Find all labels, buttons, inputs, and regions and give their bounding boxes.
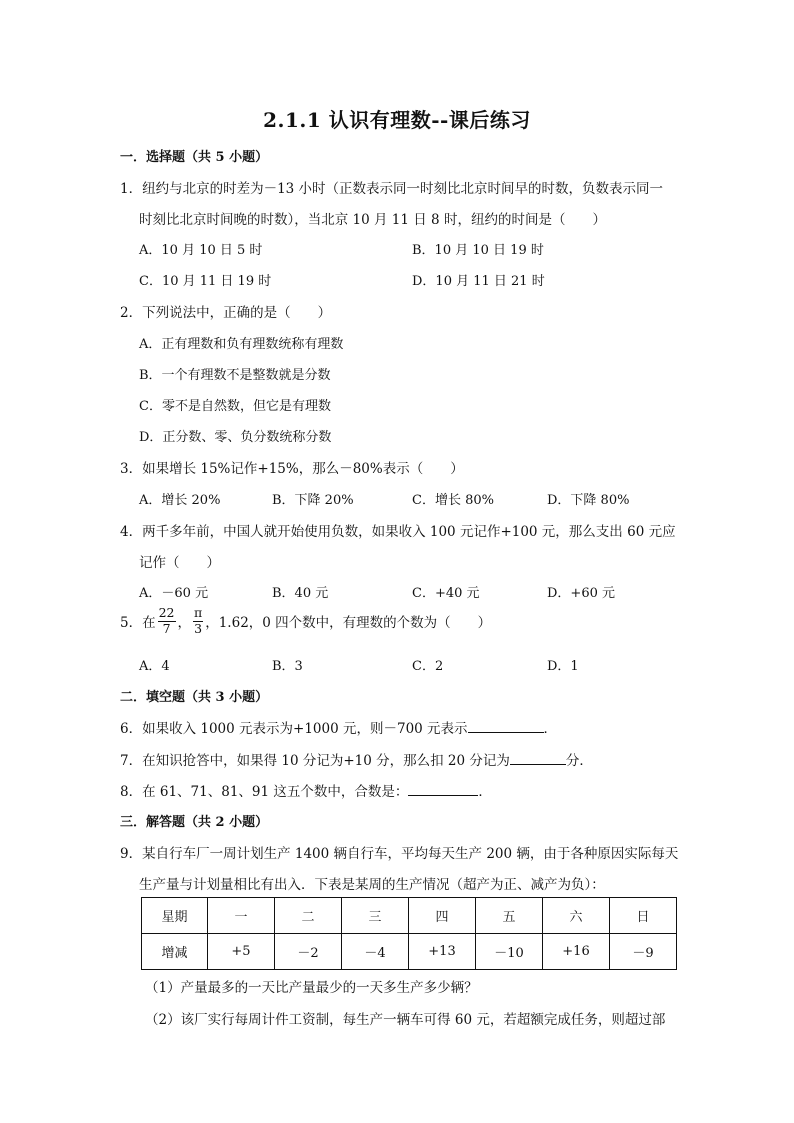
question-3-line-1: 3．如果增长 15%记作+15%，那么－80%表示（ ）: [120, 461, 464, 477]
question-3-option-a: A．增长 20%: [139, 493, 221, 508]
question-5-option-c: C．2: [412, 659, 444, 674]
question-2-option-a: A．正有理数和负有理数统称有理数: [139, 337, 344, 352]
question-5-prefix: 5．在: [120, 615, 156, 631]
table-cell: +13: [409, 934, 476, 970]
fraction-22-over-7: [158, 607, 176, 635]
question-5-separator: ，: [177, 615, 191, 631]
section-heading-choice: 一．选择题（共 5 小题）: [120, 150, 269, 165]
fraction-denominator: 3: [194, 620, 203, 636]
question-4-line-2: 记作（ ）: [139, 555, 220, 571]
question-2-option-d: D．正分数、零、负分数统称分数: [139, 430, 332, 445]
question-5-line-1: [120, 607, 491, 635]
table-cell: 一: [208, 898, 275, 934]
table-cell: 增减: [142, 934, 208, 970]
question-3-option-d: D．下降 80%: [547, 493, 630, 508]
section-heading-fill: 二．填空题（共 3 小题）: [120, 690, 269, 705]
fraction-numerator: 22: [158, 605, 175, 620]
question-4-option-a: A．－60 元: [139, 586, 209, 601]
question-7-text: 7．在知识抢答中，如果得 10 分记为+10 分，那么扣 20 分记为: [120, 753, 510, 769]
production-table: [141, 897, 677, 970]
table-header-row: [142, 898, 677, 934]
question-4-option-d: D．+60 元: [547, 586, 615, 601]
fraction-pi-over-3: [193, 607, 203, 635]
table-cell: 五: [476, 898, 543, 934]
question-1-line-2: 时刻比北京时间晚的时数），当北京 10 月 11 日 8 时，纽约的时间是（ ）: [139, 212, 606, 228]
question-8-end: ．: [478, 784, 492, 800]
question-2-option-b: B．一个有理数不是整数就是分数: [139, 368, 331, 383]
table-cell: +5: [208, 934, 275, 970]
section-heading-answer: 三．解答题（共 2 小题）: [120, 815, 269, 830]
fraction-denominator: 7: [162, 620, 171, 636]
question-5-option-d: D．1: [547, 659, 579, 674]
fraction-numerator: π: [194, 605, 203, 620]
table-cell: 星期: [142, 898, 208, 934]
table-cell: －10: [476, 934, 543, 970]
answer-blank[interactable]: [468, 720, 544, 733]
question-2-line-1: 2．下列说法中，正确的是（ ）: [120, 305, 332, 321]
table-cell: 三: [342, 898, 409, 934]
question-9-line-2: 生产量与计划量相比有出入．下表是某周的生产情况（超产为正、减产为负）：: [139, 877, 605, 893]
answer-blank[interactable]: [510, 752, 566, 765]
table-cell: 日: [610, 898, 677, 934]
question-7-end: 分．: [565, 753, 593, 769]
question-8-text: 8．在 61、71、81、91 这五个数中，合数是：: [120, 784, 409, 800]
question-1-option-d: D．10 月 11 日 21 时: [412, 274, 545, 289]
question-5-option-b: B．3: [272, 659, 303, 674]
question-3-option-c: C．增长 80%: [412, 493, 494, 508]
question-6-text: 6．如果收入 1000 元表示为+1000 元，则－700 元表示: [120, 721, 468, 737]
question-4-line-1: 4．两千多年前，中国人就开始使用负数，如果收入 100 元记作+100 元，那么支出 60 元应: [120, 524, 676, 540]
question-9-line-1: 9．某自行车厂一周计划生产 1400 辆自行车，平均每天生产 200 辆，由于各种原因实际每天: [120, 846, 679, 862]
question-9-sub-1: （1）产量最多的一天比产量最少的一天多生产多少辆？: [145, 980, 478, 996]
table-cell: 四: [409, 898, 476, 934]
question-6-end: ．: [543, 721, 558, 737]
question-1-option-a: A．10 月 10 日 5 时: [139, 243, 263, 258]
question-4-option-b: B．40 元: [272, 586, 329, 601]
table-row: [142, 934, 677, 970]
table-cell: －2: [275, 934, 342, 970]
question-7: [120, 749, 593, 769]
table-cell: 二: [275, 898, 342, 934]
question-1-line-1: 1．纽约与北京的时差为－13 小时（正数表示同一时刻比北京时间早的时数，负数表示同一: [120, 181, 664, 197]
table-cell: 六: [543, 898, 610, 934]
page-title: 2.1.1 认识有理数--课后练习: [263, 108, 531, 132]
question-5-suffix: ，1.62，0 四个数中，有理数的个数为（ ）: [205, 615, 492, 631]
table-cell: －4: [342, 934, 409, 970]
table-cell: －9: [610, 934, 677, 970]
answer-blank[interactable]: [408, 783, 478, 796]
table-cell: +16: [543, 934, 610, 970]
question-8: [120, 780, 492, 800]
question-3-option-b: B．下降 20%: [272, 493, 354, 508]
question-9-sub-2: （2）该厂实行每周计件工资制，每生产一辆车可得 60 元，若超额完成任务，则超过部: [145, 1012, 666, 1028]
question-1-option-b: B．10 月 10 日 19 时: [412, 243, 544, 258]
question-1-option-c: C．10 月 11 日 19 时: [139, 274, 272, 289]
question-5-option-a: A．4: [139, 659, 170, 674]
question-6: [120, 717, 557, 737]
question-4-option-c: C．+40 元: [412, 586, 480, 601]
question-2-option-c: C．零不是自然数，但它是有理数: [139, 399, 331, 414]
